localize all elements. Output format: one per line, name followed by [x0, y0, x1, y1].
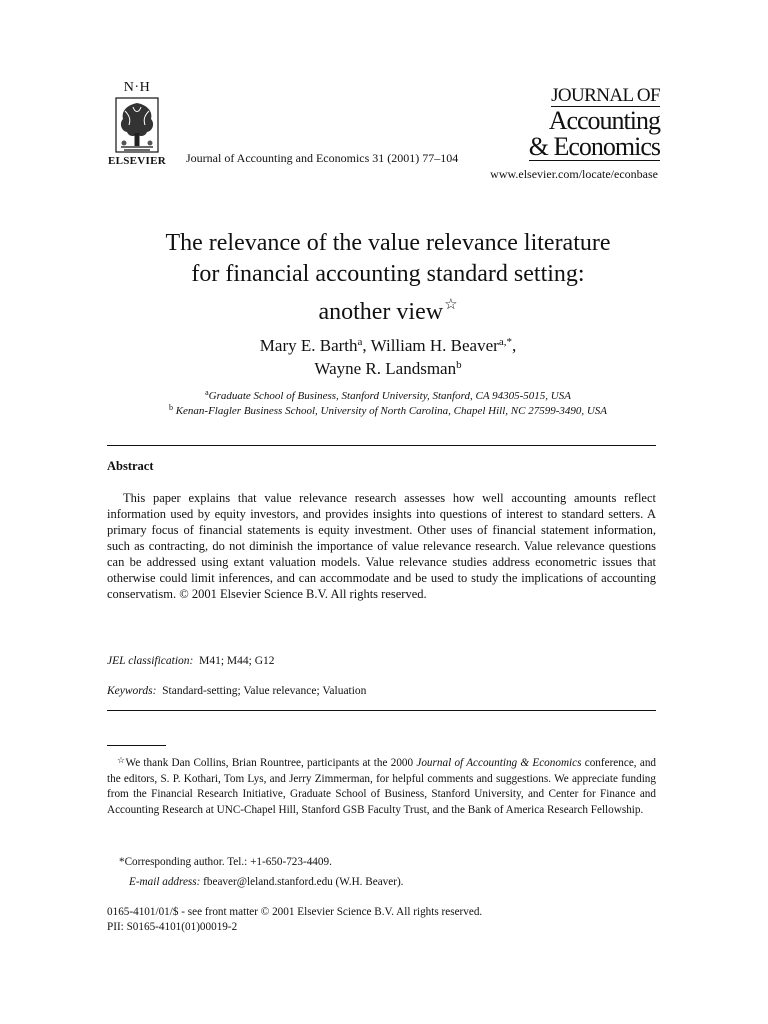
acknowledgement-footnote [107, 753, 656, 818]
keywords-values: Standard-setting; Value relevance; Valuation [162, 685, 367, 697]
title-footnote-star-icon[interactable]: ☆ [444, 297, 458, 313]
jel-codes: M41; M44; G12 [199, 655, 275, 667]
affiliation-a-mark: a [205, 388, 209, 397]
title-line-1: The relevance of the value relevance literature [165, 230, 611, 256]
brand-line-3: & Economics [528, 132, 660, 161]
abstract-body: This paper explains that value relevance research assesses how well accounting amounts reflect information used by equity investors, and provides insights into questions of interest to standard setters. A primary focus of financial statements is equity investment. Other uses of financial statement information, such as contracting, do not diminish the importance of value relevance research. Value relevance questions can be addressed using extant valuation models. Value relevance studies address econometric issues that otherwise could limit inferences, and can accommodate and be used to study the implications of accounting conservatism. © 2001 Elsevier Science B.V. All rights reserved. [107, 491, 656, 601]
title-line-3: another view [318, 299, 444, 325]
author-landsman: Wayne R. Landsman [314, 359, 457, 378]
brand-line-1: JOURNAL OF [551, 85, 660, 106]
affiliation-a [60, 389, 716, 403]
publisher-mark: N·H [123, 80, 151, 95]
jel-classification [107, 655, 275, 667]
email-note [129, 876, 403, 888]
email-label: E-mail address: [129, 876, 201, 888]
jel-label: JEL classification: [107, 655, 194, 667]
brand-line-2: Accounting [548, 106, 660, 135]
keywords [107, 685, 366, 697]
journal-citation: Journal of Accounting and Economics 31 (2001) 77–104 [186, 151, 459, 165]
pii-line: PII: S0165-4101(01)00019-2 [107, 921, 238, 933]
author-list: Mary E. Barth$^a$, William H. Beaver$^{a,*}$, Wayne R. Landsman$^b$ [259, 336, 517, 378]
abstract-top-rule [107, 445, 656, 446]
title-line-2: for financial accounting standard setting: [191, 261, 585, 287]
acknowledgement-journal-name: Journal of Accounting & Economics [416, 757, 582, 769]
corresponding-author-note: *Corresponding author. Tel.: +1-650-723-4409. [119, 856, 332, 868]
acknowledgement-text-start: We thank Dan Collins, Brian Rountree, participants at the 2000 [125, 757, 417, 769]
affiliation-b [60, 404, 716, 418]
journal-brand [520, 86, 660, 161]
copyright-line: 0165-4101/01/$ - see front matter © 2001 Elsevier Science B.V. All rights reserved. [107, 906, 483, 918]
acknowledgement-text-end: conference, and the editors, S. P. Kothari, Tom Lys, and Jerry Zimmerman, for helpful comments and suggestions. We appreciate funding from the Financial Research Initiative, Graduate School of Business, Stanford University, and Center for Finance and Accounting Research at UNC-Chapel Hill, Stanford GSB Faculty Trust, and the Bank of America Research Fellowship. [107, 757, 657, 816]
affiliation-b-mark: b [168, 403, 173, 412]
footnote-star-icon: ☆ [117, 755, 126, 765]
publisher-logo [104, 80, 170, 167]
abstract-heading: Abstract [107, 459, 154, 473]
paper-title [60, 228, 716, 328]
elsevier-tree-icon [115, 97, 159, 153]
affiliation-a-text: Graduate School of Business, Stanford University, Stanford, CA 94305-5015, USA [208, 390, 571, 402]
footnote-separator [107, 745, 166, 746]
corresponding-author-mark: * [506, 336, 512, 348]
affiliation-b-text: Kenan-Flagler Business School, University of North Carolina, Chapel Hill, NC 27599-3490, USA [175, 405, 608, 417]
journal-url[interactable]: www.elsevier.com/locate/econbase [490, 167, 658, 181]
author-barth-affiliation: a [357, 336, 363, 348]
email-address[interactable]: fbeaver@leland.stanford.edu (W.H. Beaver). [203, 876, 404, 888]
author-beaver-affiliation: a, [498, 336, 507, 348]
publisher-name: ELSEVIER [107, 155, 167, 167]
abstract-bottom-rule [107, 710, 656, 711]
author-beaver: William H. Beaver [370, 336, 499, 355]
author-landsman-affiliation: b [456, 359, 462, 371]
keywords-label: Keywords: [107, 685, 157, 697]
author-barth: Mary E. Barth [259, 336, 358, 355]
